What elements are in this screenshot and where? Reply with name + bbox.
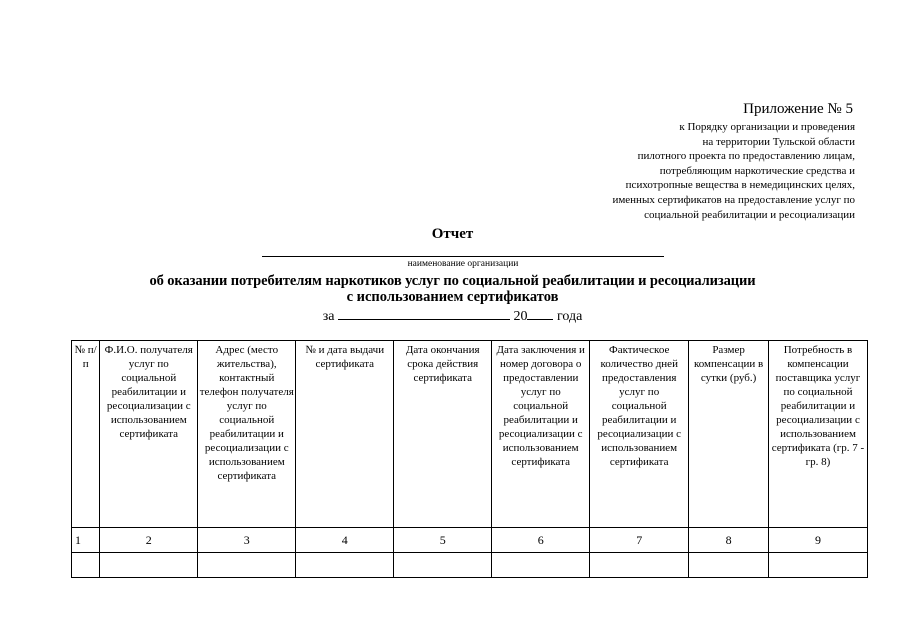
header-contract: Дата заключения и номер договора о предоставлении услуг по социальной реабилитации и ресоциализации с использованием сертификата: [492, 341, 590, 528]
column-number: 5: [394, 528, 492, 553]
table-cell: [689, 553, 769, 578]
report-period-line: [0, 306, 905, 325]
column-number: 7: [590, 528, 689, 553]
header-compensation-per-day: Размер компенсации в сутки (руб.): [689, 341, 769, 528]
organization-name-caption: наименование организации: [407, 259, 519, 269]
period-blank: [338, 306, 510, 320]
report-title: Отчет: [431, 226, 474, 242]
header-certificate-expiry: Дата окончания срока действия сертификата: [394, 341, 492, 528]
table-cell: [394, 553, 492, 578]
header-row-number: № п/п: [72, 341, 100, 528]
period-year-prefix: 20: [513, 309, 528, 324]
table-cell: [768, 553, 867, 578]
table-row: [72, 553, 868, 578]
appendix-line: потребляющим наркотические средства и: [659, 164, 855, 177]
table-header-row: [72, 341, 868, 528]
report-table: [71, 340, 868, 578]
table-cell: [198, 553, 296, 578]
header-actual-days: Фактическое количество дней предоставления услуг по социальной реабилитации и ресоциализации с использованием сертификата: [590, 341, 689, 528]
header-address: Адрес (место жительства), контактный телефон получателя услуг по социальной реабилитации и ресоциализации с использованием сертификата: [198, 341, 296, 528]
column-number: 4: [296, 528, 394, 553]
table-cell: [590, 553, 689, 578]
header-full-name: Ф.И.О. получателя услуг по социальной реабилитации и ресоциализации с использованием сертификата: [100, 341, 198, 528]
table-cell: [100, 553, 198, 578]
column-number: 8: [689, 528, 769, 553]
header-compensation-need: Потребность в компенсации поставщика услуг по социальной реабилитации и ресоциализации с использованием сертификата (гр. 7 - гр. 8): [768, 341, 867, 528]
period-prefix: за: [322, 309, 335, 324]
table-cell: [296, 553, 394, 578]
column-number: 1: [72, 528, 100, 553]
period-suffix: года: [556, 309, 583, 324]
report-subtitle-line-2: с использованием сертификатов: [346, 289, 559, 305]
appendix-line: к Порядку организации и проведения: [679, 121, 855, 133]
column-number: 9: [768, 528, 867, 553]
column-number-row: [72, 528, 868, 553]
column-number: 6: [492, 528, 590, 553]
report-subtitle-line-1: об оказании потребителям наркотиков услуг по социальной реабилитации и ресоциализации: [149, 273, 756, 289]
period-year-blank: [527, 306, 553, 320]
organization-name-line: [262, 256, 664, 257]
appendix-line: пилотного проекта по предоставлению лицам,: [637, 150, 855, 163]
appendix-line: психотропные вещества в немедицинских целях,: [625, 179, 855, 192]
appendix-line: социальной реабилитации и ресоциализации: [644, 208, 855, 221]
column-number: 3: [198, 528, 296, 553]
table-cell: [492, 553, 590, 578]
appendix-header: [435, 100, 855, 222]
column-number: 2: [100, 528, 198, 553]
appendix-line: на территории Тульской области: [702, 135, 855, 148]
appendix-title: Приложение № 5: [743, 101, 853, 117]
table-cell: [72, 553, 100, 578]
header-certificate-issue: № и дата выдачи сертификата: [296, 341, 394, 528]
appendix-line: именных сертификатов на предоставление услуг по: [612, 193, 855, 206]
